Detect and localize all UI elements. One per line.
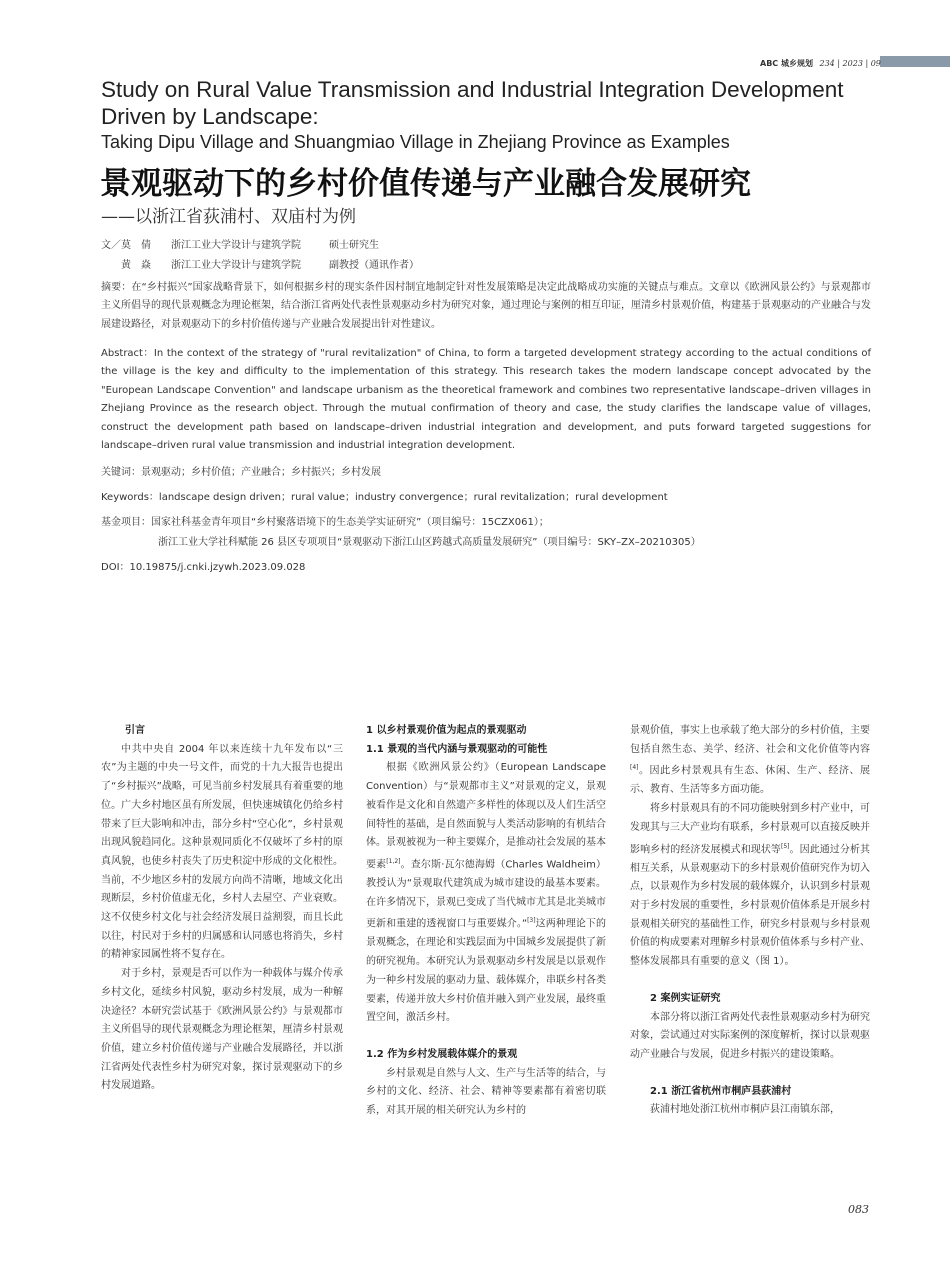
citation: [4] <box>630 764 639 772</box>
funding-line-2: 浙江工业大学社科赋能 26 县区专项项目“景观驱动下浙江山区跨越式高质量发展研究”（项目编号：SKY–ZX–20210305） <box>158 537 701 548</box>
subsection-heading-2-1: 2.1 浙江省杭州市桐庐县荻浦村 <box>650 1085 792 1097</box>
citation: [5] <box>780 842 790 850</box>
column-3 <box>630 722 870 1120</box>
keywords-chinese: 关键词：景观驱动；乡村价值；产业融合；乡村振兴；乡村发展 <box>101 467 381 478</box>
abstract-chinese: 摘要：在“乡村振兴”国家战略背景下，如何根据乡村的现实条件因村制宜地制定针对性发展策略是决定此战略成功实施的关键点与难点。文章以《欧洲风景公约》与景观都市主义所倡导的现代景观概念为理论框架，结合浙江省两处代表性景观驱动乡村为研究对象，通过理论与案例的相互印证，厘清乡村景观价值，构建基于景观驱动的产业融合与发展建设路径，对景观驱动下的乡村价值传递与产业融合发展提出针对性建议。 <box>101 282 871 330</box>
page-number: 083 <box>848 1203 869 1216</box>
subsection-heading-1-2: 1.2 作为乡村发展载体媒介的景观 <box>366 1048 518 1060</box>
author-affiliation: 浙江工业大学设计与建筑学院 <box>171 240 301 251</box>
paragraph: 对于乡村，景观是否可以作为一种载体与媒介传承乡村文化，延续乡村风貌，驱动乡村发展，成为一种解决途径？本研究尝试基于《欧洲风景公约》与景观都市主义所倡导的现代景观概念为理论框架，厘清乡村景观价值，建立乡村价值传递与产业融合发展路径，并以浙江省两处代表性乡村为研究对象，探讨景观驱动下的乡村发展道路。 <box>101 968 343 1092</box>
subsection-heading-1-1: 1.1 景观的当代内涵与景观驱动的可能性 <box>366 743 548 755</box>
author-role: 硕士研究生 <box>329 240 379 251</box>
text: 将乡村景观具有的不同功能映射到乡村产业中，可发现其与三大产业均有联系，乡村景观可以直接反映并影响乡村的经济发展模式和现状等 <box>630 803 870 855</box>
running-header <box>760 58 881 69</box>
paragraph: 荻浦村地处浙江杭州市桐庐县江南镇东部， <box>650 1104 840 1116</box>
paragraph <box>630 722 870 800</box>
author-line-1 <box>101 236 379 251</box>
column-1 <box>101 722 343 1096</box>
paragraph: 本部分将以浙江省两处代表性景观驱动乡村为研究对象，尝试通过对实际案例的深度解析，探讨以景观驱动产业融合与发展，促进乡村振兴的建设策略。 <box>630 1011 870 1060</box>
paragraph: 中共中央自 2004 年以来连续十九年发布以“三农”为主题的中央一号文件，而党的十九大报告也提出了“乡村振兴”战略，可见当前乡村发展具有着重要的地位。广大乡村地区虽有所发展，但快速城镇化仍给乡村带来了巨大影响和冲击，部分乡村“空心化”，乡村景观出现风貌趋同化。这种景观同质化不仅破坏了乡村的原真风貌，也使乡村丧失了历史积淀中形成的文化根性。当前，不少地区乡村的发展方向尚不清晰，地域文化出现断层，乡村价值虚无化，乡村人去屋空、产业衰败。这不仅使乡村文化与社会经济发展日益割裂，而且长此以往，村民对于乡村的归属感和认同感也将消失，乡村的精神家园属性将不复存在。 <box>101 743 343 961</box>
paragraph <box>366 759 606 1028</box>
funding-line-1: 基金项目：国家社科基金青年项目“乡村聚落语境下的生态美学实证研究”（项目编号：15CZX061）； <box>101 517 549 528</box>
paragraph: 乡村景观是自然与人文、生产与生活等的结合，与乡村的文化、经济、社会、精神等要素都有着密切联系，对其开展的相关研究认为乡村的 <box>366 1067 606 1117</box>
keywords-english: Keywords：landscape design driven；rural value；industry convergence；rural revitalization；rural development <box>101 492 668 503</box>
paragraph <box>630 800 870 972</box>
author-line-2 <box>101 256 419 271</box>
citation: [1,2] <box>386 857 401 865</box>
text: 根据《欧洲风景公约》（European Landscape Convention）与“景观都市主义”对景观的定义，景观被看作是文化和自然遗产多样性的体现以及人们生活空间特性的基础，是自然面貌与人类活动影响的有机结合体。景观被视为一种主要媒介，是推动社会发展的基本要素 <box>366 762 606 871</box>
author-role: 副教授（通讯作者） <box>329 260 419 271</box>
section-heading-2: 2 案例实证研究 <box>650 992 721 1004</box>
issue-info: 234 | 2023 | 09 <box>819 59 881 68</box>
citation: [3] <box>527 917 536 925</box>
author-prefix: 文／ <box>101 240 121 251</box>
spacer <box>630 1065 870 1083</box>
column-2 <box>366 722 606 1121</box>
author-affiliation: 浙江工业大学设计与建筑学院 <box>171 260 301 271</box>
english-title: Study on Rural Value Transmission and Industrial Integration Development Driven by Landscape: <box>101 77 844 129</box>
chinese-title: 景观驱动下的乡村价值传递与产业融合发展研究 <box>100 166 751 202</box>
text: 。因此乡村景观具有生态、休闲、生产、经济、展示、教育、生活等多方面功能。 <box>630 765 870 796</box>
abstract-english: Abstract：In the context of the strategy of "rural revitalization" of China, to form a targeted development strategy according to the actual conditions of the village is the key and difficulty to the implementation of this strategy. This research takes the modern landscape concept advocated by the "European Landscape Convention" and landscape urbanism as the theoretical framework and combines two representative landscape–driven villages in Zhejiang Province as the research object. Through the mutual confirmation of theory and case, the study clarifies the landscape value of villages, construct the development path based on landscape–driven industrial integration and development, and puts forward targeted suggestions for landscape–driven rural value transmission and industrial integration development. <box>101 348 871 452</box>
spacer <box>366 1028 606 1046</box>
journal-name: ABC 城乡规划 <box>760 59 813 68</box>
doi: DOI：10.19875/j.cnki.jzywh.2023.09.028 <box>101 562 306 573</box>
text: 。查尔斯·瓦尔德海姆（Charles Waldheim）教授认为“景观取代建筑成为城市建设的最基本要素。在许多情况下，景观已变成了当代城市尤其是北美城市更新和重建的透视窗口与重要媒介。” <box>366 859 606 930</box>
text: 。因此通过分析其相互关系，从景观驱动下的乡村景观价值研究作为切入点，以景观作为乡村发展的载体媒介，认识到乡村景观对于乡村发展的重要性，乡村景观价值体系是开展乡村景观相关研究的基础性工作，研究乡村景观与乡村景观价值的构成要素对理解乡村景观价值体系与乡村产业、整体发展都具有重要的意义（图 1）。 <box>630 843 871 968</box>
header-color-bar <box>880 56 950 67</box>
english-subtitle: Taking Dipu Village and Shuangmiao Village in Zhejiang Province as Examples <box>101 132 730 152</box>
author-name: 黄 焱 <box>121 260 151 271</box>
section-heading-1: 1 以乡村景观价值为起点的景观驱动 <box>366 725 527 736</box>
text: 景观价值，事实上也承载了绝大部分的乡村价值，主要包括自然生态、美学、经济、社会和文化价值等内容 <box>630 725 870 755</box>
text: 这两种理论下的景观概念，在理论和实践层面为中国城乡发展提供了新的研究视角。本研究认为景观驱动乡村发展是以景观作为一种乡村发展的驱动力量、载体媒介，串联乡村各类要素，传递并放大乡村价值并融入到产业发展，最终重置空间，激活乡村。 <box>366 918 606 1024</box>
chinese-subtitle: ——以浙江省荻浦村、双庙村为例 <box>101 207 356 227</box>
spacer <box>630 972 870 990</box>
section-heading-intro: 引言 <box>125 725 145 736</box>
author-name: 莫 倩 <box>121 240 151 251</box>
